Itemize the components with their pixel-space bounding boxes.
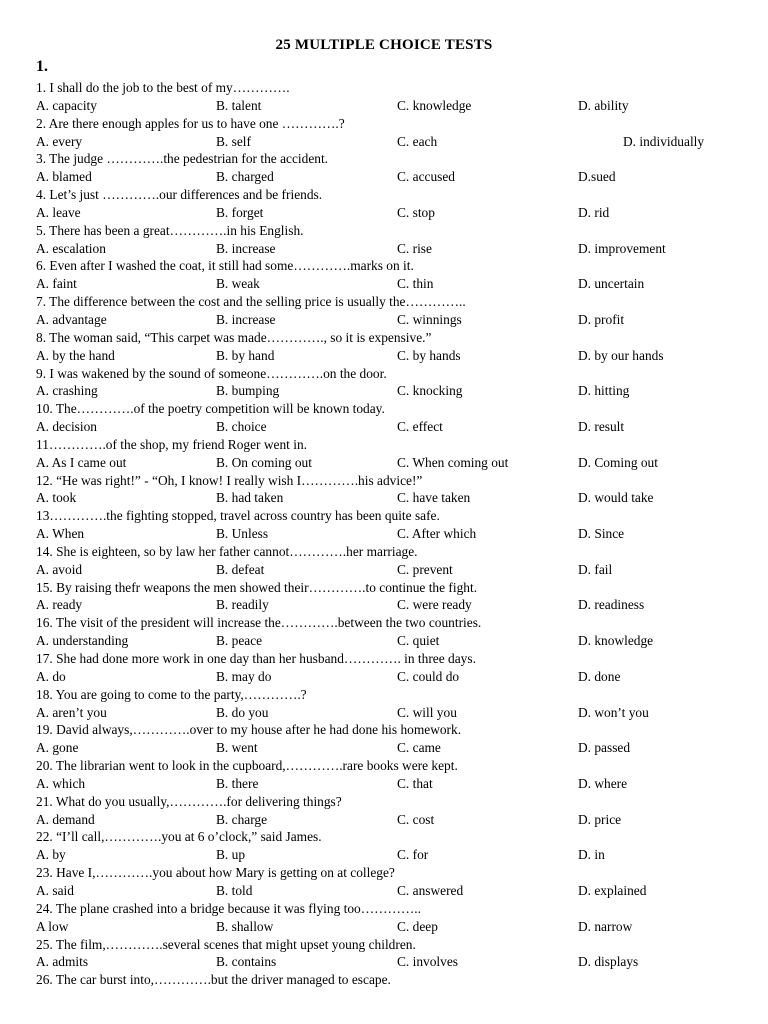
option-c: C. accused	[397, 169, 456, 185]
option-b: B. bumping	[216, 383, 280, 399]
option-b: B. shallow	[216, 918, 274, 934]
option-b: B. went	[216, 740, 258, 756]
option-b: B. Unless	[216, 526, 269, 542]
question-text: 18. You are going to come to the party,………….?	[36, 686, 307, 702]
option-a: A. do	[36, 668, 66, 684]
option-b: B. choice	[216, 419, 267, 435]
option-d: D. knowledge	[578, 633, 654, 649]
question-text: 17. She had done more work in one day than her husband…………. in three days.	[36, 651, 476, 666]
option-c: C. knocking	[397, 383, 463, 399]
option-a: A. demand	[36, 811, 95, 827]
option-b: B. by hand	[216, 347, 275, 363]
answer-options-row	[36, 775, 756, 793]
option-d: D. would take	[578, 490, 654, 506]
option-c: C. could do	[397, 668, 460, 684]
option-c: C. After which	[397, 526, 477, 542]
option-b: B. do you	[216, 704, 269, 720]
answer-options-row	[36, 953, 756, 971]
answer-options-row	[36, 668, 756, 686]
option-c: C. have taken	[397, 490, 471, 506]
question-text: 26. The car burst into,………….but the driver managed to escape.	[36, 972, 391, 988]
question-text: 8. The woman said, “This carpet was made…………., so it is expensive.”	[36, 329, 432, 345]
question-text: 24. The plane crashed into a bridge because it was flying too…………..	[36, 900, 422, 916]
option-c: C. stop	[397, 204, 435, 220]
answer-options-row	[36, 489, 756, 507]
question-text: 16. The visit of the president will increase the………….between the two countries.	[36, 615, 482, 631]
option-d: D. in	[578, 847, 605, 863]
option-b: B. up	[216, 847, 246, 863]
option-d: D. profit	[578, 311, 625, 327]
option-d: D. fail	[578, 561, 613, 577]
option-c: C. When coming out	[397, 454, 509, 470]
option-a: A. blamed	[36, 169, 92, 185]
question-text: 23. Have I,………….you about how Mary is getting on at college?	[36, 865, 395, 881]
option-d: D. explained	[578, 882, 647, 898]
option-a: A. by the hand	[36, 347, 115, 363]
option-a: A. advantage	[36, 311, 107, 327]
option-c: C. prevent	[397, 561, 453, 577]
option-c: C. for	[397, 847, 429, 863]
option-b: B. increase	[216, 311, 276, 327]
option-a: A. As I came out	[36, 454, 127, 470]
option-c: C. will you	[397, 704, 457, 720]
option-d: D. done	[578, 668, 621, 684]
question-text: 12. “He was right!” - “Oh, I know! I really wish I………….his advice!”	[36, 472, 423, 488]
option-a: A. crashing	[36, 383, 98, 399]
answer-options-row	[36, 596, 756, 614]
question-text: 14. She is eighteen, so by law her father cannot………….her marriage.	[36, 543, 418, 559]
option-b: B. talent	[216, 97, 262, 113]
option-c: C. thin	[397, 276, 434, 292]
option-b: B. charge	[216, 811, 268, 827]
option-b: B. forget	[216, 204, 264, 220]
option-b: B. contains	[216, 954, 277, 970]
answer-options-row	[36, 97, 756, 115]
answer-options-row	[36, 275, 756, 293]
question-text: 15. By raising thefr weapons the men showed their………….to continue the fight.	[36, 579, 478, 595]
option-a: A. ready	[36, 597, 83, 613]
question-text: 6. Even after I washed the coat, it still had some………….marks on it.	[36, 258, 414, 274]
answer-options-row	[36, 561, 756, 579]
option-a: A. understanding	[36, 633, 129, 649]
option-a: A. every	[36, 133, 83, 149]
answer-options-row	[36, 204, 756, 222]
option-c: C. came	[397, 740, 441, 756]
question-text: 10. The………….of the poetry competition will be known today.	[36, 401, 385, 417]
option-c: C. each	[397, 133, 438, 149]
option-b: B. self	[216, 133, 251, 149]
question-text: 4. Let’s just ………….our differences and be friends.	[36, 187, 323, 203]
option-a: A. by	[36, 847, 66, 863]
option-d: D. improvement	[578, 240, 666, 256]
option-c: C. winnings	[397, 311, 462, 327]
answer-options-row	[36, 918, 756, 936]
option-c: C. were ready	[397, 597, 472, 613]
question-text: 1. I shall do the job to the best of my………….	[36, 80, 290, 95]
option-d: D. Coming out	[578, 454, 658, 470]
answer-options-row	[36, 133, 756, 151]
option-a: A. leave	[36, 204, 81, 220]
question-list	[36, 79, 756, 989]
option-c: C. deep	[397, 918, 438, 934]
option-c: C. that	[397, 775, 433, 791]
answer-options-row	[36, 382, 756, 400]
option-a: A. decision	[36, 419, 97, 435]
option-b: B. weak	[216, 276, 260, 292]
answer-options-row	[36, 739, 756, 757]
option-b: B. told	[216, 882, 253, 898]
question-text: 7. The difference between the cost and the selling price is usually the…………..	[36, 294, 466, 310]
option-a: A. gone	[36, 740, 79, 756]
option-d: D. ability	[578, 97, 629, 113]
answer-options-row	[36, 525, 756, 543]
question-text: 19. David always,………….over to my house after he had done his homework.	[36, 722, 462, 738]
question-text: 22. “I’ll call,………….you at 6 o’clock,” said James.	[36, 829, 322, 845]
option-d: D. readiness	[578, 597, 645, 613]
option-c: C. cost	[397, 811, 435, 827]
option-c: C. knowledge	[397, 97, 472, 113]
question-text: 13………….the fighting stopped, travel across country has been quite safe.	[36, 508, 440, 524]
question-text: 3. The judge ………….the pedestrian for the accident.	[36, 151, 329, 167]
option-b: B. there	[216, 775, 259, 791]
option-a: A. admits	[36, 954, 89, 970]
option-d: D. hitting	[578, 383, 630, 399]
option-b: B. had taken	[216, 490, 284, 506]
document-title: 25 MULTIPLE CHOICE TESTS	[275, 37, 493, 53]
option-a: A. avoid	[36, 561, 83, 577]
question-text: 25. The film,………….several scenes that might upset young children.	[36, 936, 416, 952]
question-text: 5. There has been a great………….in his English.	[36, 222, 304, 238]
answer-options-row	[36, 811, 756, 829]
option-d: D. won’t you	[578, 704, 649, 720]
option-b: B. defeat	[216, 561, 265, 577]
option-a: A. which	[36, 775, 86, 791]
option-b: B. On coming out	[216, 454, 312, 470]
option-a: A low	[36, 918, 69, 934]
option-a: A. aren’t you	[36, 704, 107, 720]
option-d: D. rid	[578, 204, 610, 220]
option-a: A. faint	[36, 276, 77, 292]
option-c: C. by hands	[397, 347, 461, 363]
option-d: D. result	[578, 419, 625, 435]
answer-options-row	[36, 882, 756, 900]
option-b: B. charged	[216, 169, 274, 185]
option-c: C. rise	[397, 240, 432, 256]
answer-options-row	[36, 311, 756, 329]
option-a: A. said	[36, 882, 74, 898]
option-b: B. increase	[216, 240, 276, 256]
answer-options-row	[36, 418, 756, 436]
option-a: A. took	[36, 490, 77, 506]
question-text: 2. Are there enough apples for us to have one ………….?	[36, 115, 345, 131]
option-d: D. Since	[578, 526, 625, 542]
option-b: B. may do	[216, 668, 272, 684]
option-d: D. uncertain	[578, 276, 645, 292]
answer-options-row	[36, 168, 756, 186]
question-text: 9. I was wakened by the sound of someone………….on the door.	[36, 365, 387, 381]
option-b: B. readily	[216, 597, 269, 613]
option-d: D. price	[578, 811, 622, 827]
option-d: D. by our hands	[578, 347, 664, 363]
option-a: A. escalation	[36, 240, 106, 256]
answer-options-row	[36, 240, 756, 258]
question-text: 21. What do you usually,………….for delivering things?	[36, 793, 342, 809]
option-c: C. effect	[397, 419, 443, 435]
answer-options-row	[36, 632, 756, 650]
answer-options-row	[36, 846, 756, 864]
option-d: D. passed	[578, 740, 631, 756]
option-d: D.sued	[578, 169, 616, 185]
option-d: D. where	[578, 775, 628, 791]
option-a: A. capacity	[36, 97, 97, 113]
option-a: A. When	[36, 526, 85, 542]
section-number: 1.	[36, 58, 48, 75]
option-d: D. displays	[578, 954, 639, 970]
question-text: 20. The librarian went to look in the cupboard,………….rare books were kept.	[36, 758, 458, 774]
option-d: D. narrow	[578, 918, 633, 934]
answer-options-row	[36, 704, 756, 722]
option-c: C. quiet	[397, 633, 440, 649]
option-d: D. individually	[623, 133, 705, 149]
option-b: B. peace	[216, 633, 263, 649]
answer-options-row	[36, 454, 756, 472]
question-text: 11………….of the shop, my friend Roger went in.	[36, 436, 307, 452]
option-c: C. answered	[397, 882, 464, 898]
option-c: C. involves	[397, 954, 459, 970]
answer-options-row	[36, 347, 756, 365]
